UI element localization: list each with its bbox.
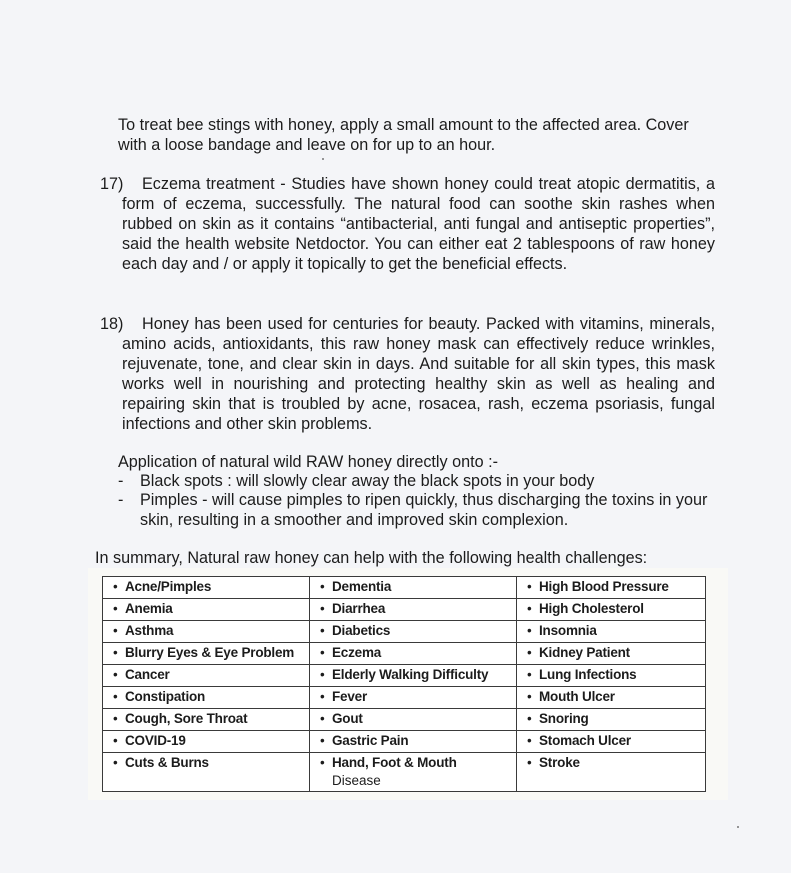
- table-cell: [517, 709, 706, 731]
- bullet-icon: •: [320, 711, 325, 726]
- bee-sting-paragraph: To treat bee stings with honey, apply a small amount to the affected area. Cover with a loose bandage and leave on for up to an hour.: [118, 116, 689, 154]
- condition-label: Cuts & Burns: [125, 755, 209, 770]
- scan-speck: [322, 158, 324, 160]
- table-row: [103, 665, 706, 687]
- table-cell: [517, 599, 706, 621]
- table-cell: [103, 753, 310, 792]
- table-cell: [103, 709, 310, 731]
- condition-label: Acne/Pimples: [125, 579, 212, 594]
- condition-label: High Cholesterol: [539, 601, 644, 616]
- beauty-paragraph: Honey has been used for centuries for beauty. Packed with vitamins, minerals, amino acids, antioxidants, this raw honey mask can effectively reduce wrinkles, rejuvenate, tone, and clear skin in days. And suitable for all skin types, this mask works well in nourishing and protecting healthy skin as well as healing and repairing skin that is troubled by acne, rosacea, rash, eczema psoriasis, fungal infections and other skin problems.: [122, 315, 715, 433]
- bullet-icon: •: [320, 667, 325, 682]
- condition-label: Asthma: [125, 623, 174, 638]
- dash-marker: -: [118, 491, 124, 509]
- table-row: [103, 577, 706, 599]
- scan-speck: [737, 826, 739, 828]
- bullet-icon: •: [113, 601, 118, 616]
- bullet-icon: •: [527, 623, 532, 638]
- condition-label: Kidney Patient: [539, 645, 630, 660]
- condition-label: Cancer: [125, 667, 170, 682]
- condition-label: High Blood Pressure: [539, 579, 669, 594]
- table-cell: [310, 731, 517, 753]
- condition-label: Constipation: [125, 689, 206, 704]
- table-cell: [310, 753, 517, 792]
- bullet-icon: •: [527, 755, 532, 770]
- table-cell: [310, 643, 517, 665]
- table-cell: [310, 687, 517, 709]
- bullet-icon: •: [113, 579, 118, 594]
- bullet-icon: •: [320, 755, 325, 770]
- table-cell: [517, 577, 706, 599]
- table-cell: [517, 753, 706, 792]
- table-row: [103, 599, 706, 621]
- bullet-icon: •: [320, 733, 325, 748]
- condition-label: Elderly Walking Difficulty: [332, 667, 489, 682]
- list-number: 18): [100, 315, 124, 333]
- bullet-icon: •: [320, 623, 325, 638]
- condition-label: Insomnia: [539, 623, 597, 638]
- table-cell: [310, 577, 517, 599]
- condition-label: Hand, Foot & Mouth: [332, 755, 457, 770]
- dash-item-text: Pimples - will cause pimples to ripen quickly, thus discharging the toxins in your skin, resulting in a smoother and improved skin complexion.: [140, 491, 708, 529]
- table-cell: [103, 687, 310, 709]
- condition-label: Diabetics: [332, 623, 391, 638]
- condition-label: Blurry Eyes & Eye Problem: [125, 645, 295, 660]
- table-cell: [517, 643, 706, 665]
- condition-label: Lung Infections: [539, 667, 637, 682]
- condition-label: Diarrhea: [332, 601, 386, 616]
- table-row: [103, 643, 706, 665]
- table-cell: [103, 599, 310, 621]
- bullet-icon: •: [527, 645, 532, 660]
- table-cell: [103, 731, 310, 753]
- condition-label: Eczema: [332, 645, 382, 660]
- bullet-icon: •: [527, 711, 532, 726]
- bullet-icon: •: [527, 601, 532, 616]
- bullet-icon: •: [113, 733, 118, 748]
- bullet-icon: •: [527, 667, 532, 682]
- bullet-icon: •: [113, 623, 118, 638]
- condition-label: Stomach Ulcer: [539, 733, 631, 748]
- condition-label: Snoring: [539, 711, 589, 726]
- summary-heading: In summary, Natural raw honey can help with the following health challenges:: [95, 549, 648, 567]
- condition-label: Gout: [332, 711, 363, 726]
- table-row: [103, 731, 706, 753]
- condition-label: COVID-19: [125, 733, 186, 748]
- conditions-table-panel: [88, 568, 728, 800]
- table-cell: [103, 665, 310, 687]
- application-intro: Application of natural wild RAW honey directly onto :-: [118, 453, 498, 471]
- bullet-icon: •: [113, 667, 118, 682]
- condition-label: Dementia: [332, 579, 392, 594]
- bullet-icon: •: [320, 601, 325, 616]
- condition-label: Anemia: [125, 601, 173, 616]
- list-number: 17): [100, 175, 124, 193]
- table-cell: [517, 687, 706, 709]
- table-row: [103, 687, 706, 709]
- conditions-table: [102, 576, 706, 792]
- dash-marker: -: [118, 472, 124, 490]
- table-cell: [517, 731, 706, 753]
- table-cell: [310, 621, 517, 643]
- bullet-icon: •: [113, 711, 118, 726]
- table-cell: [310, 599, 517, 621]
- bullet-icon: •: [320, 645, 325, 660]
- eczema-paragraph: Eczema treatment - Studies have shown honey could treat atopic dermatitis, a form of eczema, successfully. The natural food can soothe skin rashes when rubbed on skin as it contains “antibacterial, anti fungal and antiseptic properties”, said the health website Netdoctor. You can either eat 2 tablespoons of raw honey each day and / or apply it topically to get the beneficial effects.: [122, 175, 715, 273]
- table-row: [103, 753, 706, 792]
- table-cell: [310, 709, 517, 731]
- table-cell: [103, 621, 310, 643]
- dash-item-text: Black spots : will slowly clear away the black spots in your body: [140, 472, 595, 490]
- condition-label: Fever: [332, 689, 368, 704]
- condition-label: Stroke: [539, 755, 580, 770]
- bullet-icon: •: [527, 733, 532, 748]
- table-cell: [310, 665, 517, 687]
- condition-label: Cough, Sore Throat: [125, 711, 248, 726]
- bullet-icon: •: [113, 645, 118, 660]
- table-cell: [517, 665, 706, 687]
- bullet-icon: •: [320, 579, 325, 594]
- table-cell: [517, 621, 706, 643]
- bullet-icon: •: [113, 689, 118, 704]
- table-cell: [103, 577, 310, 599]
- table-row: [103, 709, 706, 731]
- bullet-icon: •: [113, 755, 118, 770]
- table-row: [103, 621, 706, 643]
- condition-label-continuation: Disease: [332, 773, 381, 788]
- condition-label: Mouth Ulcer: [539, 689, 615, 704]
- bullet-icon: •: [527, 579, 532, 594]
- condition-label: Gastric Pain: [332, 733, 409, 748]
- bullet-icon: •: [527, 689, 532, 704]
- bullet-icon: •: [320, 689, 325, 704]
- table-cell: [103, 643, 310, 665]
